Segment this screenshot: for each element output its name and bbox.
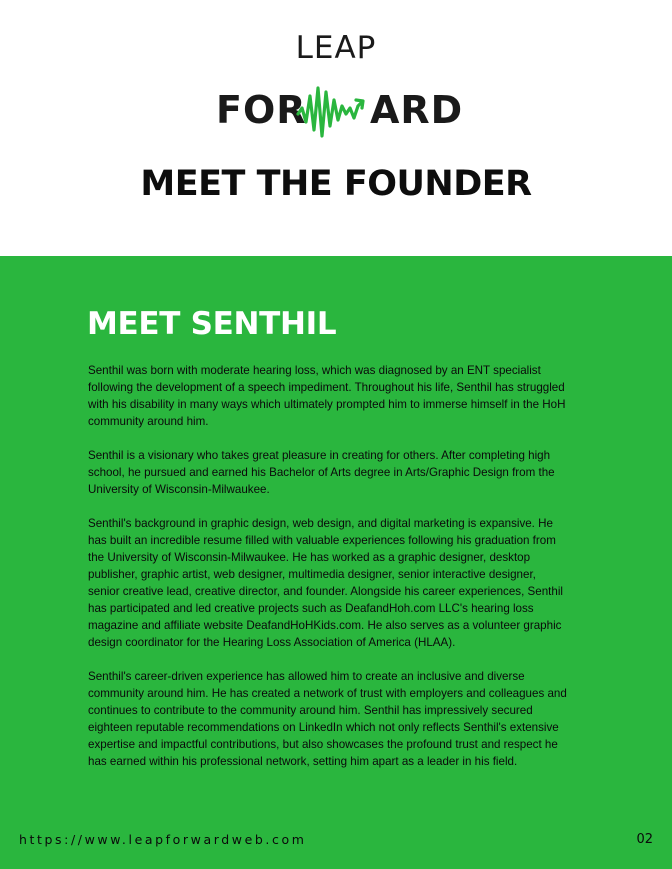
- bio-text: [88, 362, 568, 787]
- logo-forward: [216, 74, 462, 144]
- section-heading: MEET SENTHIL: [87, 306, 337, 342]
- logo-forward-right-text: ARD: [370, 88, 464, 132]
- bio-paragraph: Senthil's background in graphic design, web design, and digital marketing is expansive. He has built an incredible resume filled with valuable experiences following his graduation from the University of Wisconsin-Milwaukee. He has worked as a graphic designer, desktop publisher, graphic artist, web designer, multimedia designer, senior interactive designer, senior creative lead, creative director, and founder. Alongside his career experiences, Senthil has participated and led creative projects such as DeafandHoh.com LLC's hearing loss magazine and affiliate website DeafandHoHKids.com. He also serves as a volunteer graphic design coordinator for the Hearing Loss Association of America (HLAA).: [88, 517, 563, 649]
- founder-section: [0, 256, 672, 869]
- bio-paragraph: Senthil is a visionary who takes great pleasure in creating for others. After completing high school, he pursued and earned his Bachelor of Arts degree in Arts/Graphic Design from the University of Wisconsin-Milwaukee.: [88, 449, 555, 496]
- footer-website-link[interactable]: https://www.leapforwardweb.com: [19, 832, 307, 847]
- bio-paragraph: Senthil was born with moderate hearing loss, which was diagnosed by an ENT specialist following the development of a speech impediment. Throughout his life, Senthil has struggled with his disability in many ways which ultimately prompted him to immerse himself in the HoH community around him.: [88, 364, 566, 428]
- page-title: MEET THE FOUNDER: [140, 164, 532, 204]
- bio-paragraph: Senthil's career-driven experience has allowed him to create an inclusive and diverse community around him. He has created a network of trust with employers and colleagues and continues to contribute to the community around him. Senthil has impressively secured eighteen reputable recommendations on LinkedIn which not only reflects Senthil's extensive expertise and impactful contributions, but also showcases the profound trust and respect he has earned within his professional network, setting him apart as a leader in his field.: [88, 670, 567, 768]
- waveform-w-icon: [296, 78, 372, 142]
- header-area: [0, 0, 672, 256]
- logo-forward-left-text: FOR: [216, 88, 307, 132]
- page-number: 02: [636, 832, 653, 847]
- logo-leap-text: LEAP: [295, 30, 377, 66]
